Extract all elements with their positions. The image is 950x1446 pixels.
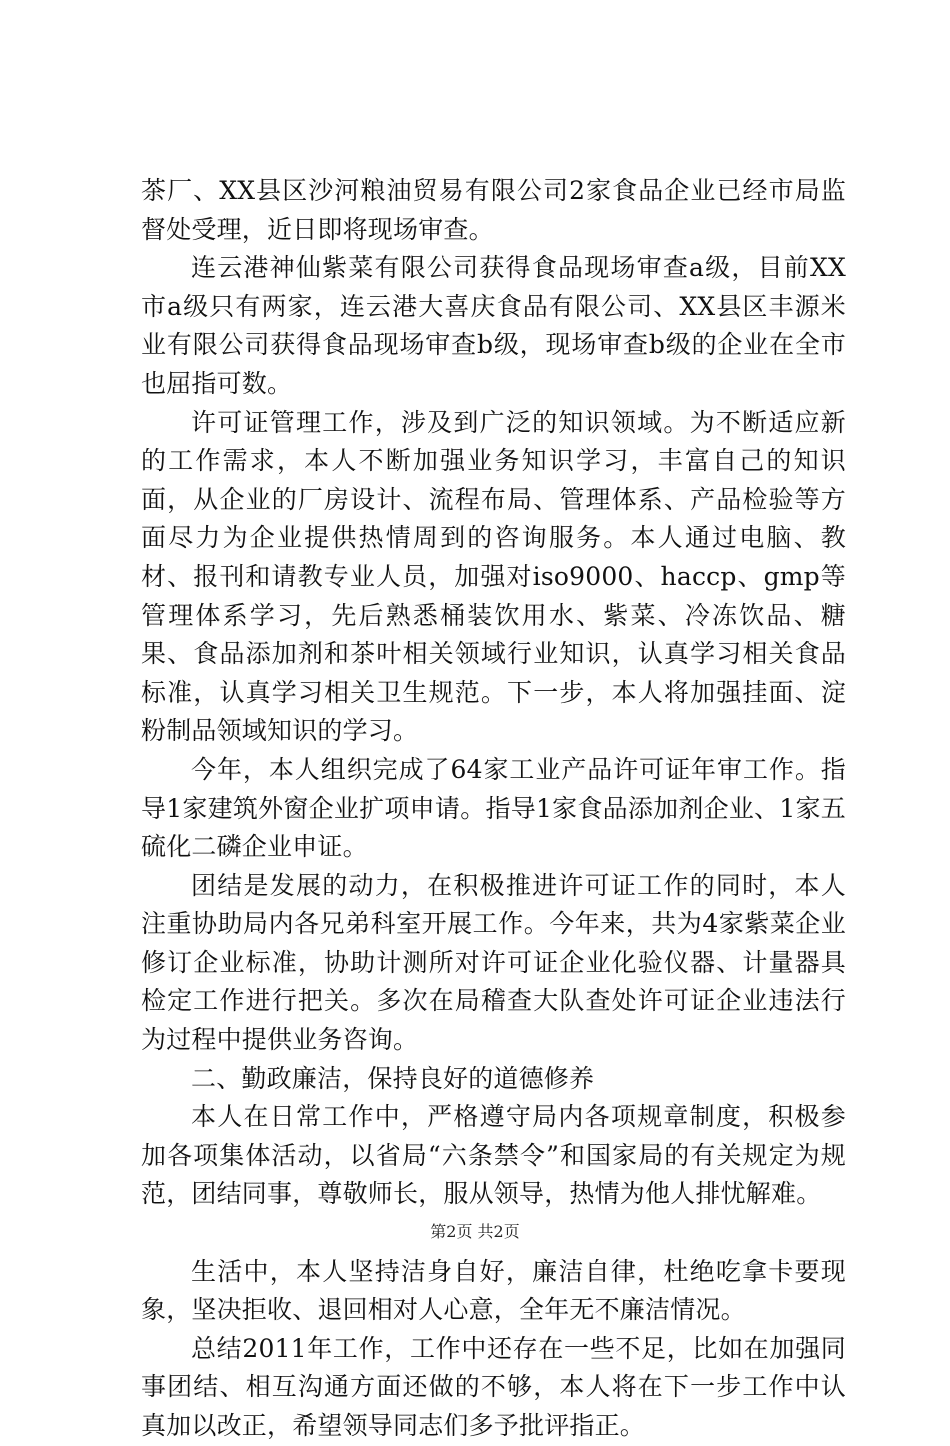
paragraph-annual-review: 今年，本人组织完成了64家工业产品许可证年审工作。指导1家建筑外窗企业扩项申请。指导1家食品添加剂企业、1家五硫化二磷企业申证。	[141, 754, 846, 862]
paragraph-license-knowledge: 许可证管理工作，涉及到广泛的知识领域。为不断适应新的工作需求，本人不断加强业务知识学习，丰富自己的知识面，从企业的厂房设计、流程布局、管理体系、产品检验等方面尽力为企业提供热情周到的咨询服务。本人通过电脑、教材、报刊和请教专业人员，加强对iso9000、haccp、gmp等管理体系学习，先后熟悉桶装饮用水、紫菜、冷冻饮品、糖果、食品添加剂和茶叶相关领域行业知识，认真学习相关食品标准，认真学习相关卫生规范。下一步，本人将加强挂面、淀粉制品领域知识的学习。	[141, 407, 846, 746]
paragraph-teamwork: 团结是发展的动力，在积极推进许可证工作的同时，本人注重协助局内各兄弟科室开展工作。今年来，共为4家紫菜企业修订企业标准，协助计测所对许可证企业化验仪器、计量器具检定工作进行把关。多次在局稽查大队查处许可证企业违法行为过程中提供业务咨询。	[141, 870, 846, 1055]
paragraph-daily-conduct: 本人在日常工作中，严格遵守局内各项规章制度，积极参加各项集体活动，以省局“六条禁令”和国家局的有关规定为规范，团结同事，尊敬师长，服从领导，热情为他人排忧解难。	[141, 1102, 846, 1209]
paragraph-continuation: 茶厂、XX县区沙河粮油贸易有限公司2家食品企业已经市局监督处受理，近日即将现场审查。	[141, 176, 846, 244]
document-body	[141, 172, 846, 1446]
page-number-footer: 第2页 共2页	[430, 1222, 520, 1241]
section-heading-integrity: 二、勤政廉洁，保持良好的道德修养	[191, 1063, 595, 1093]
paragraph-personal-life: 生活中，本人坚持洁身自好，廉洁自律，杜绝吃拿卡要现象，坚决拒收、退回相对人心意，全年无不廉洁情况。	[141, 1256, 846, 1325]
paragraph-summary: 总结2011年工作，工作中还存在一些不足，比如在加强同事团结、相互沟通方面还做的不够，本人将在下一步工作中认真加以改正，希望领导同志们多予批评指正。	[141, 1333, 846, 1440]
paragraph-food-inspection-grades: 连云港神仙紫菜有限公司获得食品现场审查a级，目前XX市a级只有两家，连云港大喜庆食品有限公司、XX县区丰源米业有限公司获得食品现场审查b级，现场审查b级的企业在全市也屈指可数。	[141, 253, 846, 398]
